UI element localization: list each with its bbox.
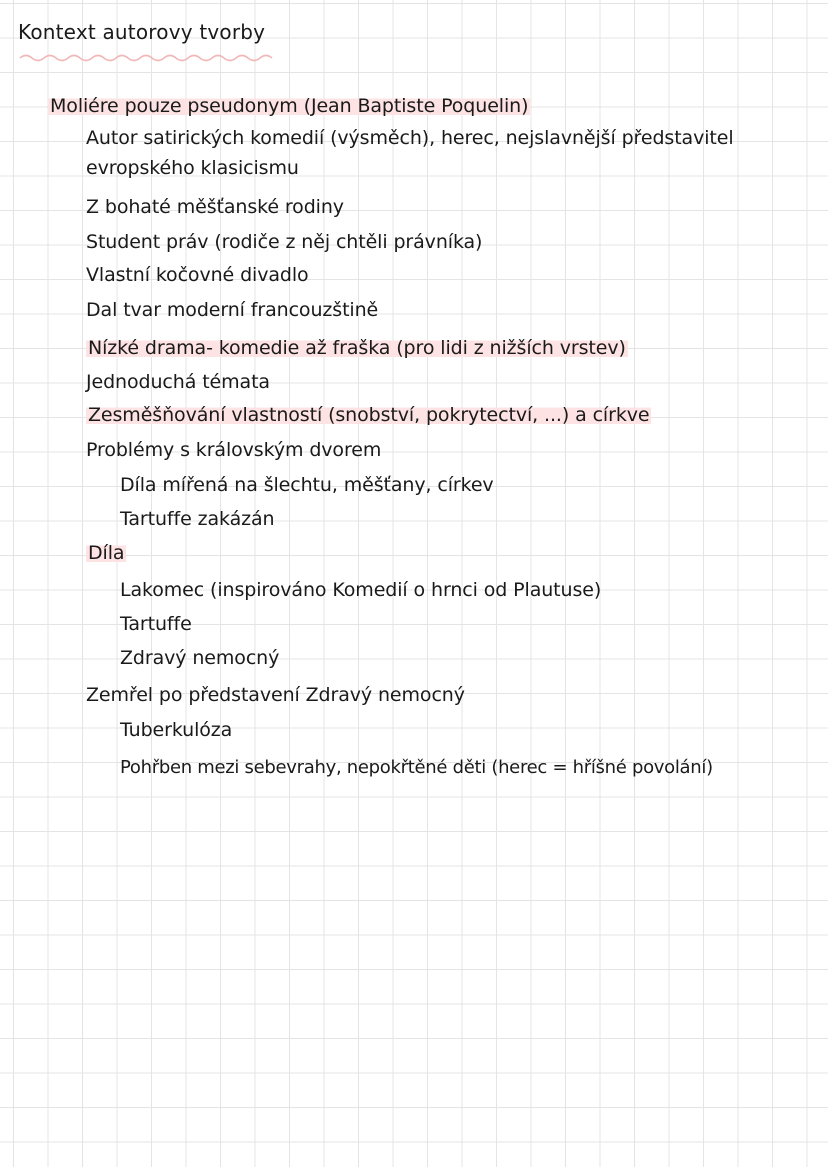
line-text: Moliére pouze pseudonym (Jean Baptiste Poquelin): [50, 95, 529, 117]
line-text: Tuberkulóza: [120, 719, 233, 741]
list-item-highlighted: [86, 336, 628, 360]
list-subitem: [120, 507, 275, 531]
line-text: Lakomec (inspirováno Komedií o hrnci od Plautuse): [120, 579, 602, 601]
line-text: evropského klasicismu: [86, 157, 299, 179]
line-text: Z bohaté měšťanské rodiny: [86, 196, 344, 218]
line-text: Tartuffe zakázán: [120, 508, 275, 530]
line-text: Zdravý nemocný: [120, 647, 280, 669]
list-item: [86, 263, 309, 287]
line-text: Tartuffe: [120, 613, 192, 635]
list-item: [86, 126, 734, 150]
list-item: [86, 438, 381, 462]
line-text: Zesměšňování vlastností (snobství, pokrytectví, ...) a církve: [88, 404, 650, 426]
title-squiggle-underline: [18, 52, 280, 62]
list-subitem: [120, 578, 601, 602]
line-text: Problémy s královským dvorem: [86, 439, 382, 461]
list-item: [86, 195, 344, 219]
list-item: [86, 370, 270, 394]
list-subitem: [120, 473, 494, 497]
line-text: Díla mířená na šlechtu, měšťany, církev: [120, 474, 494, 496]
line-text: Vlastní kočovné divadlo: [86, 264, 309, 286]
line-text: Autor satirických komedií (výsměch), herec, nejslavnější představitel: [86, 127, 734, 149]
list-item: [86, 298, 378, 322]
list-item: [86, 230, 482, 254]
line-text: Dal tvar moderní francouzštině: [86, 299, 379, 321]
list-subitem: [120, 756, 713, 780]
list-item: [86, 683, 465, 707]
section-heading-highlighted: [86, 541, 126, 565]
list-subitem: [120, 718, 232, 742]
list-item-highlighted: [86, 403, 651, 427]
line-text: Zemřel po představení Zdravý nemocný: [86, 684, 465, 706]
main-heading-line: [48, 94, 530, 118]
list-item-continuation: [86, 156, 299, 180]
line-text: Pohřben mezi sebevrahy, nepokřtěné děti (herec = hříšné povolání): [120, 757, 713, 778]
list-subitem: [120, 646, 279, 670]
line-text: Díla: [88, 542, 125, 564]
line-text: Nízké drama- komedie až fraška (pro lidi z nižších vrstev): [88, 337, 626, 359]
page-title: Kontext autorovy tvorby: [18, 20, 266, 44]
line-text: Student práv (rodiče z něj chtěli právníka): [86, 231, 483, 253]
line-text: Jednoduchá témata: [86, 371, 270, 393]
list-subitem: [120, 612, 192, 636]
